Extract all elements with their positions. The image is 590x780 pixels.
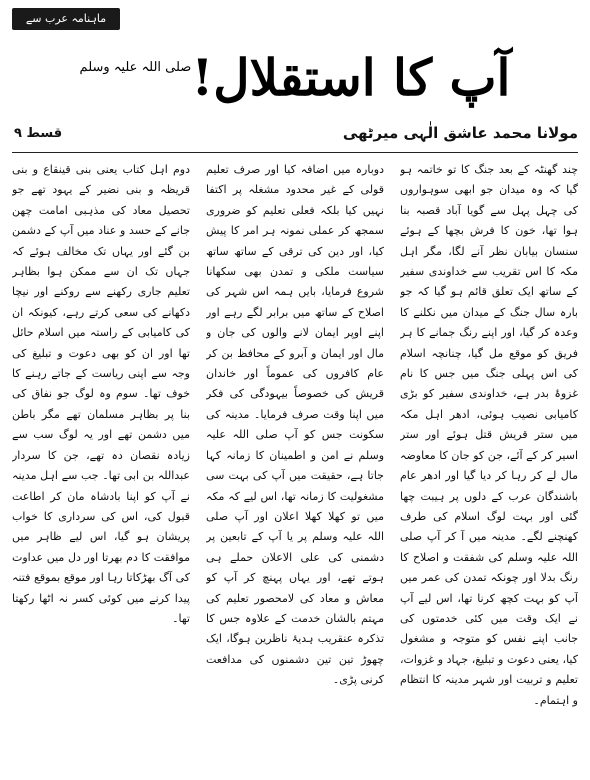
magazine-tag: ماہنامہ عرب سے اقتباس (12, 8, 120, 30)
column-middle-text: دوبارہ میں اضافہ کیا اور صرف تعلیم قولی کے غیر محدود مشغلہ پر اکتفا نہیں کیا بلکہ فعلی تعلیم کو ضروری سمجھ کر عملی نمونہ ہر امر کا پیش کیا، اور دین کی ترقی کے ساتھ ساتھ سیاست ملکی و تمدن بھی سکھانا شروع فرمایا، بایں ہمہ اس شہر کی اصلاح کے ساتھ میں برابر لگے رہے اور اپنے اوپر ایمان لانے والوں کی جان و مال اور ایمان و آبرو کے محافظ بن کر عام کافروں کی عموماً اور خاندان قریش کی خصوصاً بیہودگی کی فکر میں اپنا وقت صرف فرمایا۔ مدینہ کی سکونت جس کو آپ صلی اللہ علیہ وسلم نے امن و اطمینان کا زمانہ کہا جاتا ہے، حقیقت میں آپ کی بہت سی مشغولیت کا زمانہ تھا، اس لیے کہ مکہ میں تو کھلا کھلا اعلان اور آپ صلی اللہ علیہ وسلم پر یا آپ کے تابعین پر دشمنی کی علی الاعلان حملے ہی ہوتے تھے، اور یہاں پہنچ کر آپ کو معاش و معاد کی لامحصور تعلیم کی مہتم بالشان خدمت کے علاوہ جس کا تذکرہ عنقریب ہدیۂ ناظرین ہوگا، ایک چھوڑ تین تین دشمنوں کی مدافعت کرنی پڑی۔ (206, 163, 384, 687)
column-middle (206, 160, 384, 776)
column-right-text: چند گھنٹہ کے بعد جنگ کا تو خاتمہ ہو گیا کہ وہ میدان جو ابھی سوہواروں کی چہل پہل سے گویا آباد قصبہ بنا ہوا تھا، خون کا فرش بچھا کے ہوئے سنسان بیابان نظر آنے لگا، مگر اہل مکہ کا اس تقریب سے خداوندی سفیر کے ساتھ ایک تعلق قائم ہو گیا کہ جو بارہ سال جنگ کے میدان میں نکلنے کا وعدہ کر گیا، اور اپنے رنگ جمانے کا ہر فریق کو موقع مل گیا، چنانچہ اسلام کی اس پہلی جنگ میں جس کا نام غزوۂ بدر ہے، خداوندی سفیر کو بڑی کامیابی نصیب ہوئی، ادھر اہل مکہ میں ستر قریش قتل ہوئے اور ستر اسیر کر کے آئے، جن کو جان کا معاوضہ مال لے کر رہا کر دیا گیا اور ادھر عام باشندگان عرب کے دلوں پر ہیبت چھا گئی اور بہت لوگ اسلام کی طرف کھنچنے لگے۔ مدینہ میں آ کر آپ صلی اللہ علیہ وسلم کی شفقت و اصلاح کا رنگ بدلا اور چونکہ تمدن کی عمر میں آپ کو بہت کچھ کرنا تھا، اس لیے آپ نے ایک وقت میں کئی خدمتوں کی جانب اپنے نفس کو متوجہ و مشغول کیا، یعنی دعوت و تبلیغ، جہاد و غزوات، تعلیم و تربیت اور شہر مدینہ کا انتظام و اہتمام۔ (400, 163, 578, 707)
author-byline: مولانا محمد عاشق الٰہی میرٹھی (342, 124, 578, 142)
article-title (0, 38, 590, 118)
installment-label: قسط ۹ (14, 126, 63, 141)
column-left-text: دوم اہل کتاب یعنی بنی قینقاع و بنی قریظہ و بنی نضیر کے یہود تھے جو تحصیل معاد کی مذہبی امامت چھن جانے کے حسد و عناد میں آپ کے دشمن بن گئے اور یہاں تک مخالف ہوئے کہ جہاں تک ان سے ممکن ہوا بظاہر تعلیم جاری رکھنے سے روکنے اور نیچا دکھانے کی سعی کرتے رہے، کیونکہ ان کی کامیابی کے راستہ میں اسلام حائل تھا اور ان کو بھی دعوت و تبلیغ کی وجہ سے اپنی ریاست کے جاتے رہنے کا خوف تھا۔ سوم وہ لوگ جو نفاق کی بنا پر بظاہر مسلمان تھے مگر باطن میں دشمن تھے اور یہ لوگ سب سے زیادہ نقصان دہ تھے، جن کا سردار عبداللہ بن ابی تھا۔ جب سے اہل مدینہ نے آپ کو اپنا بادشاہ مان کر اطاعت قبول کی، اس کی سرداری کا خواب پریشان ہو گیا، اس لیے ظاہر میں موافقت کا دم بھرتا اور دل میں عداوت کی آگ بھڑکاتا رہا اور موقع بموقع فتنہ پیدا کرنے میں کوئی کسر نہ اٹھا رکھتا تھا۔ (12, 163, 190, 625)
column-left (12, 160, 190, 776)
title-honorific: صلی اللہ علیہ وسلم (79, 60, 192, 75)
column-right (400, 160, 578, 776)
title-text: آپ کا استقلال! (191, 48, 511, 107)
article-body (12, 160, 578, 776)
header-divider (12, 152, 578, 153)
